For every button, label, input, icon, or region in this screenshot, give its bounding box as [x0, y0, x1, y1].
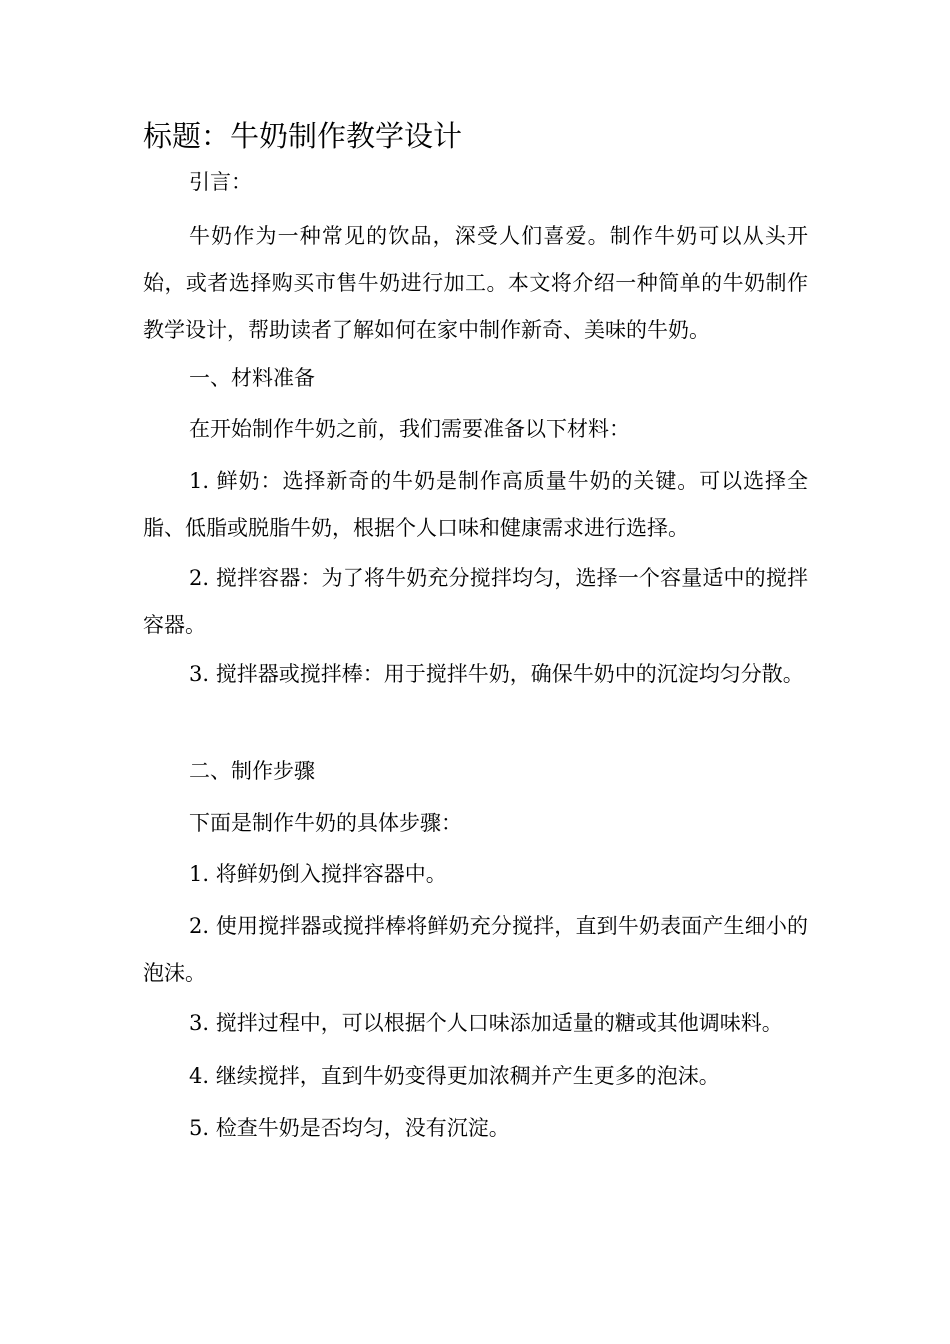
section-heading-steps: 二、制作步骤: [189, 759, 315, 783]
step-item-5: 5. 检查牛奶是否均匀，没有沉淀。: [189, 1116, 510, 1140]
intro-paragraph: 牛奶作为一种常见的饮品，深受人们喜爱。制作牛奶可以从头开始，或者选择购买市售牛奶进行加工。本文将介绍一种简单的牛奶制作教学设计，帮助读者了解如何在家中制作新奇、美味的牛奶。: [143, 224, 808, 342]
material-item-1: 1. 鲜奶：选择新奇的牛奶是制作高质量牛奶的关键。可以选择全脂、低脂或脱脂牛奶，根据个人口味和健康需求进行选择。: [143, 469, 808, 540]
section-heading-materials: 一、材料准备: [189, 366, 315, 390]
step-item-2: 2. 使用搅拌器或搅拌棒将鲜奶充分搅拌，直到牛奶表面产生细小的泡沫。: [143, 914, 808, 985]
intro-heading: 引言：: [189, 170, 252, 194]
step-item-3: 3. 搅拌过程中，可以根据个人口味添加适量的糖或其他调味料。: [189, 1011, 783, 1035]
material-item-2: 2. 搅拌容器：为了将牛奶充分搅拌均匀，选择一个容量适中的搅拌容器。: [143, 566, 808, 637]
step-item-4: 4. 继续搅拌，直到牛奶变得更加浓稠并产生更多的泡沫。: [189, 1064, 720, 1088]
document-title: 标题：牛奶制作教学设计: [143, 119, 463, 153]
materials-intro: 在开始制作牛奶之前，我们需要准备以下材料：: [189, 417, 630, 441]
step-item-1: 1. 将鲜奶倒入搅拌容器中。: [189, 862, 447, 886]
steps-intro: 下面是制作牛奶的具体步骤：: [189, 811, 462, 835]
material-item-3: 3. 搅拌器或搅拌棒：用于搅拌牛奶，确保牛奶中的沉淀均匀分散。: [189, 662, 804, 686]
